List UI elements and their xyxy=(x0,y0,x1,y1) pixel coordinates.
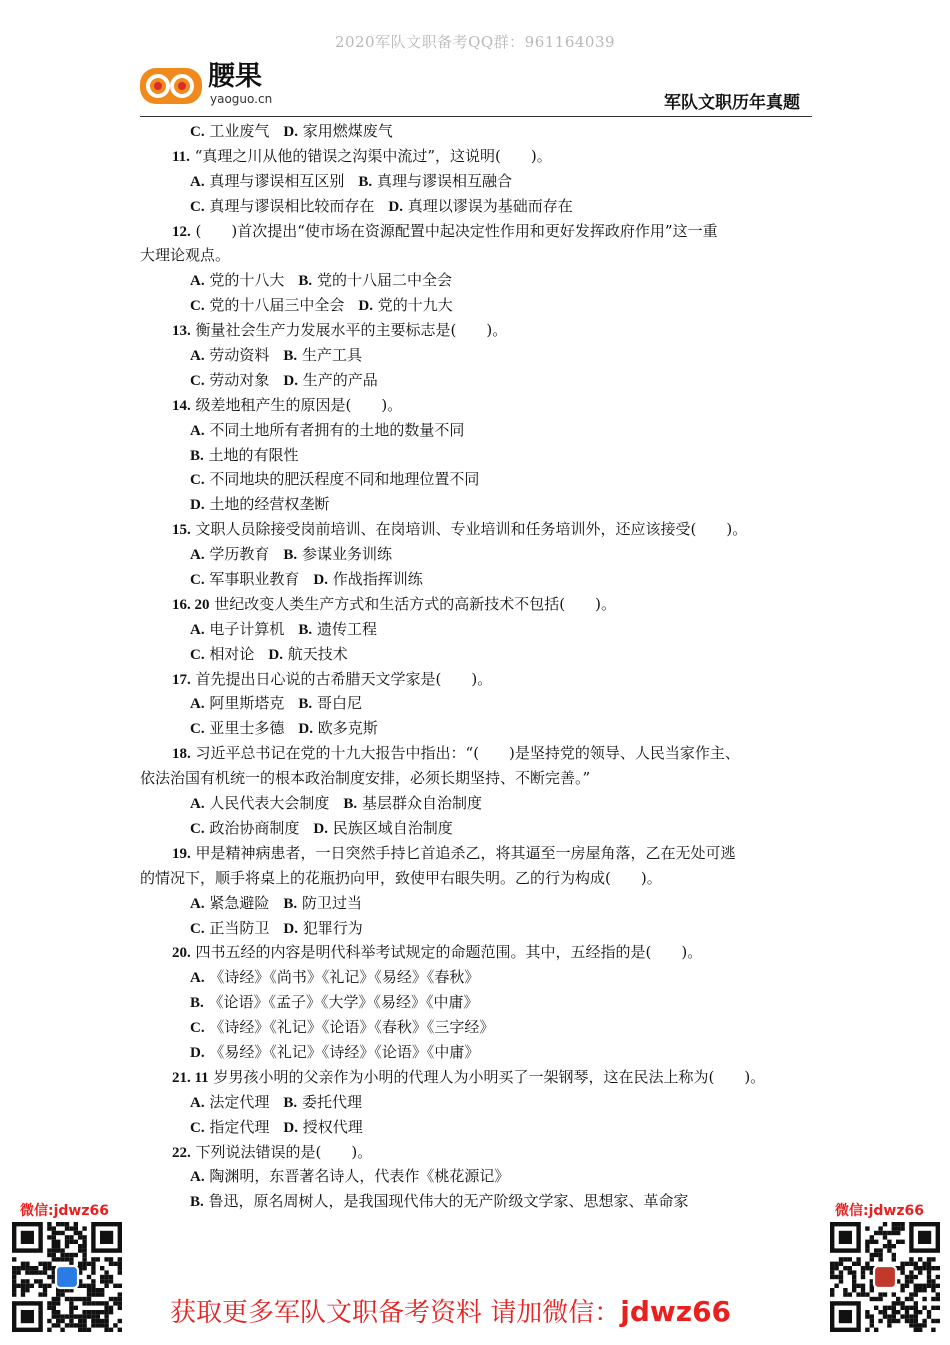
logo-mark-icon xyxy=(138,64,204,110)
option-text: 犯罪行为 xyxy=(302,918,363,937)
question-line xyxy=(140,144,812,169)
option-text: 生产工具 xyxy=(301,346,362,365)
question-number: 18. xyxy=(172,746,191,763)
question-text: 四书五经的内容是明代科举考试规定的命题范围。其中，五经指的是( )。 xyxy=(195,943,703,962)
option-line xyxy=(140,542,812,567)
question-number: 11. xyxy=(172,148,190,165)
option-letter: C. xyxy=(190,721,205,738)
option-text: 相对论 xyxy=(209,644,255,663)
question-line xyxy=(140,667,812,692)
option-letter: D. xyxy=(190,1044,205,1061)
question-line xyxy=(140,318,812,343)
question-content xyxy=(140,119,812,1214)
question-line xyxy=(140,219,812,244)
option-text: 党的十八届二中全会 xyxy=(316,271,452,290)
option-line xyxy=(140,293,812,318)
question-text: 衡量社会生产力发展水平的主要标志是( )。 xyxy=(195,321,508,340)
option-text: 学历教育 xyxy=(209,545,270,564)
option-letter: B. xyxy=(283,348,298,365)
option-letter: B. xyxy=(358,173,373,190)
option-letter: A. xyxy=(190,273,205,290)
option-text: 土地的有限性 xyxy=(208,445,299,464)
option-text: 《诗经》《礼记》《论语》《春秋》《三字经》 xyxy=(209,1018,495,1037)
question-text: ( )首次提出“使市场在资源配置中起决定性作用和更好发挥政府作用”这一重 xyxy=(195,221,718,240)
question-line xyxy=(140,741,812,766)
option-letter: B. xyxy=(283,895,298,912)
option-letter: D. xyxy=(358,298,373,315)
option-letter: D. xyxy=(298,721,313,738)
option-letter: A. xyxy=(190,173,205,190)
option-text: 法定代理 xyxy=(209,1092,270,1111)
option-letter: B. xyxy=(190,447,204,464)
footer-promo-text: 获取更多军队文职备考资料 请加微信： xyxy=(170,1298,621,1328)
question-text: 岁男孩小明的父亲作为小明的代理人为小明买了一架钢琴，这在民法上称为( )。 xyxy=(213,1067,766,1086)
option-letter: A. xyxy=(190,422,205,439)
option-letter: B. xyxy=(283,1094,298,1111)
footer-promo xyxy=(170,1292,731,1329)
option-text: 亚里士多德 xyxy=(209,719,285,738)
option-letter: B. xyxy=(283,547,298,564)
question-line xyxy=(140,592,812,617)
option-line xyxy=(140,1090,812,1115)
option-line xyxy=(140,1189,812,1214)
option-line xyxy=(140,965,812,990)
option-line xyxy=(140,1115,812,1140)
option-text: 欧多克斯 xyxy=(317,719,378,738)
option-letter: A. xyxy=(190,547,205,564)
question-text: 文职人员除接受岗前培训、在岗培训、专业培训和任务培训外，还应该接受( )。 xyxy=(195,520,748,539)
header-divider xyxy=(140,116,812,117)
question-line xyxy=(140,517,812,542)
option-letter: D. xyxy=(190,497,205,514)
option-letter: A. xyxy=(190,796,205,813)
option-text: 真理与谬误相互融合 xyxy=(376,171,512,190)
option-line xyxy=(140,617,812,642)
logo-chinese: 腰果 xyxy=(208,61,262,92)
option-text: 《易经》《礼记》《诗经》《论语》《中庸》 xyxy=(209,1042,480,1061)
option-letter: D. xyxy=(313,820,328,837)
option-text: 陶渊明，东晋著名诗人，代表作《桃花源记》 xyxy=(209,1167,510,1186)
option-line xyxy=(140,716,812,741)
option-letter: C. xyxy=(190,372,205,389)
question-line xyxy=(140,1065,812,1090)
option-text: 指定代理 xyxy=(209,1117,270,1136)
option-letter: B. xyxy=(298,696,313,713)
option-letter: D. xyxy=(268,646,283,663)
question-continuation: 大理论观点。 xyxy=(140,246,231,265)
question-number: 22. xyxy=(172,1144,191,1161)
option-letter: C. xyxy=(190,920,205,937)
left-qr-code-icon xyxy=(12,1222,122,1332)
option-letter: B. xyxy=(298,621,313,638)
option-line xyxy=(140,567,812,592)
option-line xyxy=(140,169,812,194)
option-letter: C. xyxy=(190,1020,205,1037)
option-line xyxy=(140,1015,812,1040)
question-line xyxy=(140,940,812,965)
option-letter: D. xyxy=(283,372,298,389)
option-line xyxy=(140,1040,812,1065)
option-letter: D. xyxy=(283,920,298,937)
option-text: 正当防卫 xyxy=(209,918,270,937)
question-number: 14. xyxy=(172,397,191,414)
question-text: 习近平总书记在党的十九大报告中指出：“( )是坚持党的领导、人民当家作主、 xyxy=(195,744,740,763)
option-text: 劳动资料 xyxy=(209,346,270,365)
question-line xyxy=(140,1140,812,1165)
option-text: 《诗经》《尚书》《礼记》《易经》《春秋》 xyxy=(209,968,480,987)
option-line xyxy=(140,816,812,841)
option-text: 不同土地所有者拥有的土地的数量不同 xyxy=(209,420,465,439)
option-text: 阿里斯塔克 xyxy=(209,694,285,713)
option-text: 土地的经营权垄断 xyxy=(209,495,330,514)
question-text: 世纪改变人类生产方式和生活方式的高新技术不包括( )。 xyxy=(214,594,616,613)
option-text: 紧急避险 xyxy=(209,893,270,912)
option-text: 工业废气 xyxy=(209,122,270,140)
option-line xyxy=(140,343,812,368)
question-line xyxy=(140,393,812,418)
logo-domain: yaoguo.cn xyxy=(210,92,273,106)
option-line xyxy=(140,119,812,144)
option-letter: A. xyxy=(190,348,205,365)
watermark-text: 2020军队文职备考QQ群：961164039 xyxy=(334,33,616,51)
question-continuation: 依法治国有机统一的根本政治制度安排，必须长期坚持、不断完善。” xyxy=(140,769,591,788)
option-letter: C. xyxy=(190,1119,205,1136)
question-number: 20. xyxy=(172,945,191,962)
option-text: 党的十八届三中全会 xyxy=(209,296,345,315)
option-text: 党的十八大 xyxy=(209,271,285,290)
question-text: 甲是精神病患者，一日突然手持匕首追杀乙，将其逼至一房屋角落，乙在无处可逃 xyxy=(195,843,736,862)
option-letter: D. xyxy=(283,124,298,140)
option-line xyxy=(140,418,812,443)
option-line xyxy=(140,1164,812,1189)
option-text: 授权代理 xyxy=(302,1117,363,1136)
option-line xyxy=(140,691,812,716)
option-letter: C. xyxy=(190,198,205,215)
right-wechat-label: 微信:jdwz66 xyxy=(835,1203,924,1219)
option-letter: C. xyxy=(190,298,205,315)
option-text: 政治协商制度 xyxy=(209,818,300,837)
question-number: 21. 11 xyxy=(172,1069,209,1086)
right-qr-code-icon xyxy=(830,1222,940,1332)
option-text: 作战指挥训练 xyxy=(332,570,423,589)
option-text: 《论语》《孟子》《大学》《易经》《中庸》 xyxy=(208,993,479,1012)
option-text: 军事职业教育 xyxy=(209,570,300,589)
option-line xyxy=(140,467,812,492)
option-letter: A. xyxy=(190,1169,205,1186)
option-letter: A. xyxy=(190,621,205,638)
question-continuation: 的情况下，顺手将桌上的花瓶扔向甲，致使甲右眼失明。乙的行为构成( )。 xyxy=(140,868,662,887)
page-header-title: 军队文职历年真题 xyxy=(664,93,800,113)
question-number: 17. xyxy=(172,671,191,688)
option-text: 遗传工程 xyxy=(316,619,377,638)
option-text: 人民代表大会制度 xyxy=(209,794,330,813)
option-letter: A. xyxy=(190,696,205,713)
option-text: 真理与谬误相比较而存在 xyxy=(209,196,375,215)
question-line xyxy=(140,841,812,866)
option-line xyxy=(140,268,812,293)
question-text: “真理之川从他的错误之沟渠中流过”，这说明( )。 xyxy=(194,146,552,165)
option-line xyxy=(140,443,812,468)
option-line xyxy=(140,990,812,1015)
option-text: 党的十九大 xyxy=(377,296,453,315)
left-wechat-label: 微信:jdwz66 xyxy=(20,1203,109,1219)
option-text: 家用燃煤废气 xyxy=(302,122,393,140)
brand-logo[interactable] xyxy=(138,62,298,110)
option-letter: D. xyxy=(313,572,328,589)
option-text: 基层群众自治制度 xyxy=(361,794,482,813)
option-letter: B. xyxy=(190,1194,204,1211)
option-letter: C. xyxy=(190,124,205,140)
question-number: 12. xyxy=(172,223,191,240)
option-letter: D. xyxy=(388,198,403,215)
option-line xyxy=(140,891,812,916)
option-text: 航天技术 xyxy=(287,644,348,663)
option-letter: B. xyxy=(343,796,358,813)
option-line xyxy=(140,791,812,816)
option-text: 不同地块的肥沃程度不同和地理位置不同 xyxy=(209,470,480,489)
option-letter: A. xyxy=(190,1094,205,1111)
option-text: 防卫过当 xyxy=(301,893,362,912)
option-line xyxy=(140,916,812,941)
option-text: 哥白尼 xyxy=(316,694,362,713)
option-text: 民族区域自治制度 xyxy=(332,818,453,837)
option-text: 电子计算机 xyxy=(209,619,285,638)
option-letter: B. xyxy=(190,995,204,1012)
option-letter: C. xyxy=(190,572,205,589)
option-letter: A. xyxy=(190,970,205,987)
option-text: 真理与谬误相互区别 xyxy=(209,171,345,190)
question-number: 19. xyxy=(172,845,191,862)
question-number: 16. 20 xyxy=(172,596,210,613)
question-text: 级差地租产生的原因是( )。 xyxy=(195,395,403,414)
option-text: 参谋业务训练 xyxy=(301,545,392,564)
option-letter: C. xyxy=(190,472,205,489)
question-text: 首先提出日心说的古希腊天文学家是( )。 xyxy=(195,669,493,688)
question-text: 下列说法错误的是( )。 xyxy=(195,1142,373,1161)
option-text: 真理以谬误为基础而存在 xyxy=(407,196,573,215)
question-number: 13. xyxy=(172,323,191,340)
option-text: 劳动对象 xyxy=(209,370,270,389)
option-letter: B. xyxy=(298,273,313,290)
option-text: 委托代理 xyxy=(301,1092,362,1111)
option-line xyxy=(140,642,812,667)
option-letter: A. xyxy=(190,895,205,912)
option-letter: D. xyxy=(283,1119,298,1136)
option-letter: C. xyxy=(190,820,205,837)
option-letter: C. xyxy=(190,646,205,663)
option-line xyxy=(140,194,812,219)
option-line xyxy=(140,368,812,393)
footer-wechat-id: jdwz66 xyxy=(620,1295,732,1328)
option-text: 生产的产品 xyxy=(302,370,378,389)
option-text: 鲁迅，原名周树人，是我国现代伟大的无产阶级文学家、思想家、革命家 xyxy=(208,1192,689,1211)
option-line xyxy=(140,492,812,517)
question-number: 15. xyxy=(172,522,191,539)
